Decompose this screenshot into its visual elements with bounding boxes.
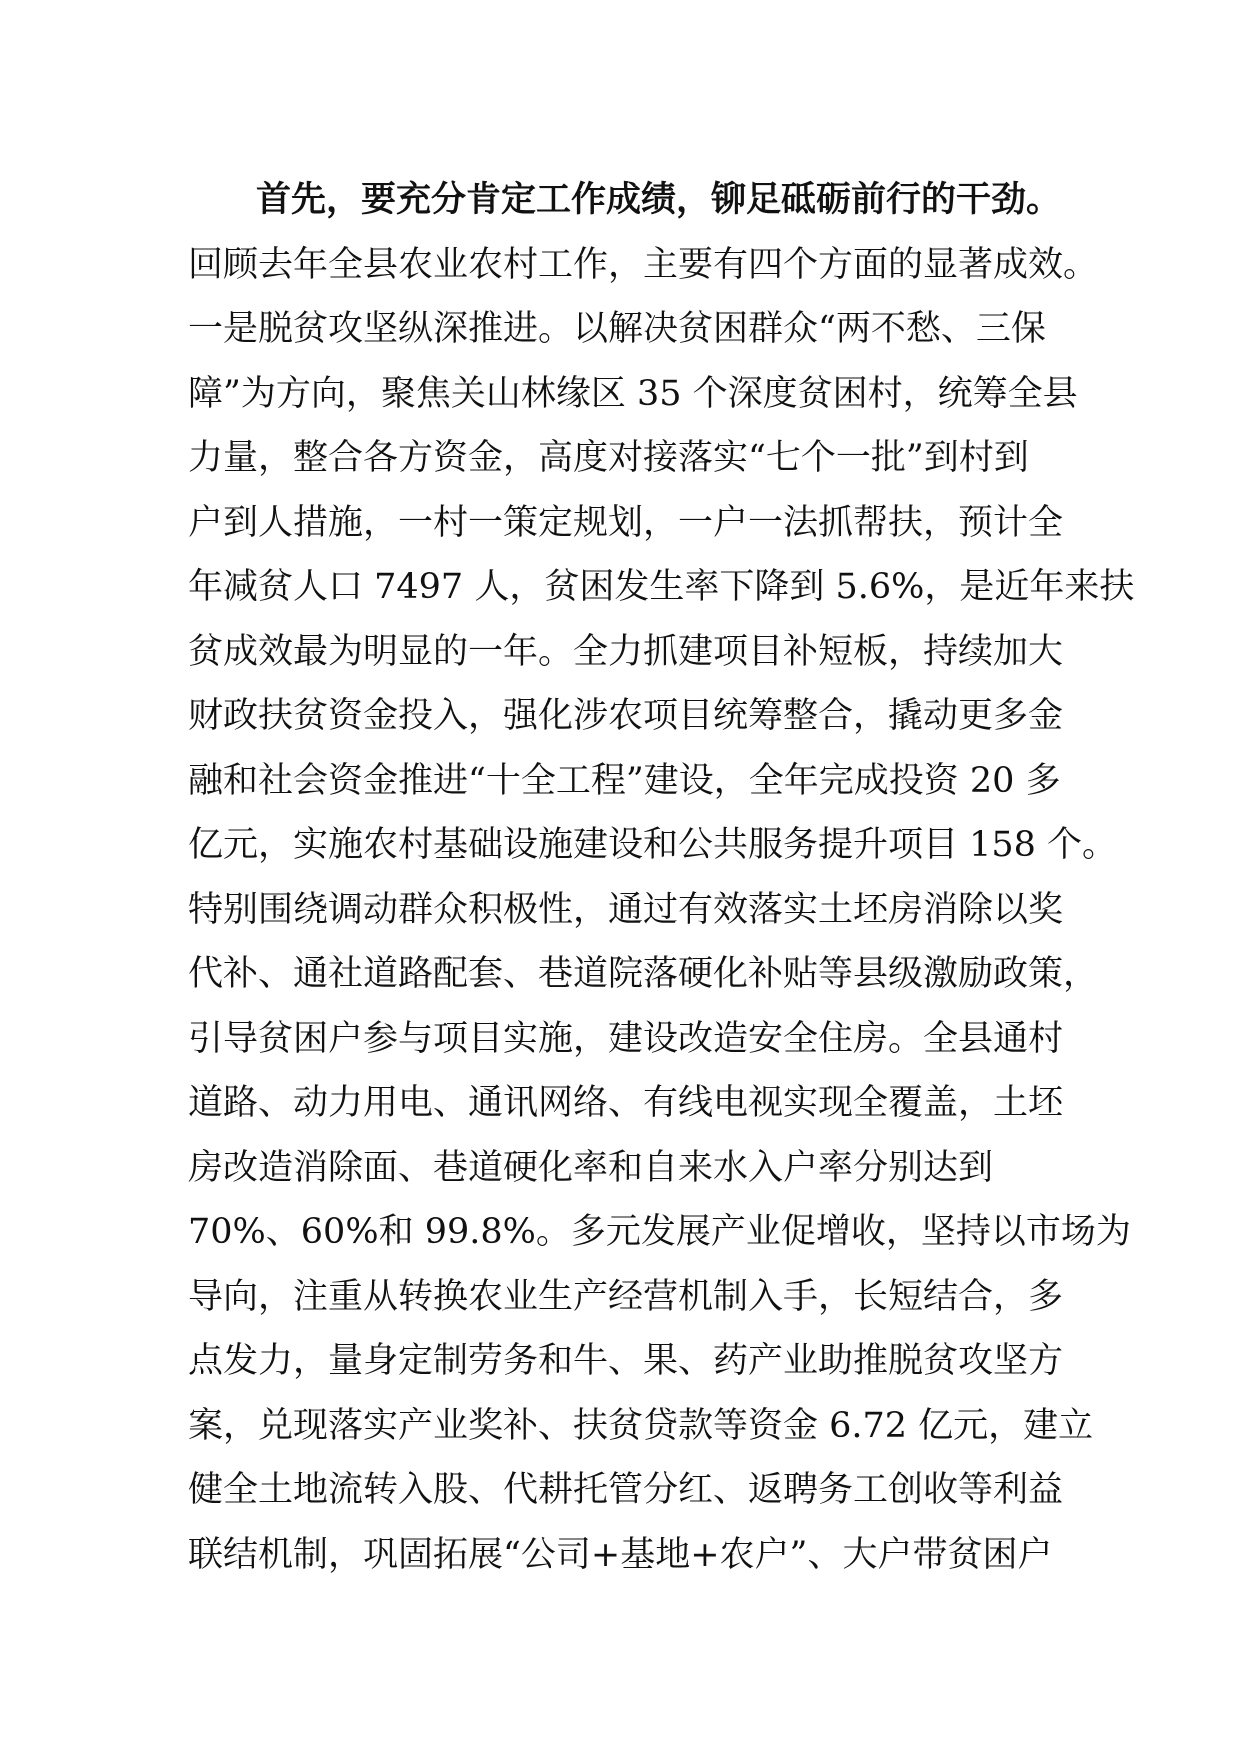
paragraph-line: 联结机制，巩固拓展“公司+基地+农户”、大户带贫困户 xyxy=(188,1534,1053,1575)
paragraph-line: 代补、通社道路配套、巷道院落硬化补贴等县级激励政策， xyxy=(188,954,1099,994)
paragraph-line: 融和社会资金推进“十全工程”建设，全年完成投资 20 多 xyxy=(188,760,1061,801)
paragraph-line: 财政扶贫资金投入，强化涉农项目统筹整合，撬动更多金 xyxy=(188,696,1064,736)
paragraph-line: 引导贫困户参与项目实施，建设改造安全住房。全县通村 xyxy=(188,1018,1064,1059)
paragraph-line: 房改造消除面、巷道硬化率和自来水入户率分别达到 xyxy=(188,1147,994,1188)
paragraph-line: 导向，注重从转换农业生产经营机制入手，长短结合，多 xyxy=(188,1276,1064,1317)
paragraph-line: 障”为方向，聚焦关山林缘区 35 个深度贫困村，统筹全县 xyxy=(188,373,1078,414)
paragraph-line: 70%、60%和 99.8%。多元发展产业促增收，坚持以市场为 xyxy=(188,1212,1131,1252)
paragraph-line: 年减贫人口 7497 人，贫困发生率下降到 5.6%，是近年来扶 xyxy=(188,567,1135,607)
paragraph-line: 一是脱贫攻坚纵深推进。以解决贫困群众“两不愁、三保 xyxy=(188,309,1046,349)
document-body xyxy=(188,168,1135,1587)
paragraph-line: 道路、动力用电、通讯网络、有线电视实现全覆盖，土坯 xyxy=(188,1083,1064,1123)
paragraph-line: 力量，整合各方资金，高度对接落实“七个一批”到村到 xyxy=(188,438,1029,478)
paragraph-line: 亿元，实施农村基础设施建设和公共服务提升项目 158 个。 xyxy=(188,825,1118,865)
section-heading: 首先，要充分肯定工作成绩，铆足砥砺前行的干劲。 xyxy=(256,179,1062,220)
paragraph-line: 户到人措施，一村一策定规划，一户一法抓帮扶，预计全 xyxy=(188,502,1064,543)
paragraph-line: 特别围绕调动群众积极性，通过有效落实土坯房消除以奖 xyxy=(188,889,1064,930)
paragraph-line: 健全土地流转入股、代耕托管分红、返聘务工创收等利益 xyxy=(188,1470,1064,1510)
paragraph-line: 回顾去年全县农业农村工作，主要有四个方面的显著成效。 xyxy=(188,244,1099,285)
paragraph-line: 贫成效最为明显的一年。全力抓建项目补短板，持续加大 xyxy=(188,631,1064,672)
paragraph-line: 点发力，量身定制劳务和牛、果、药产业助推脱贫攻坚方 xyxy=(188,1341,1064,1381)
paragraph-line: 案，兑现落实产业奖补、扶贫贷款等资金 6.72 亿元，建立 xyxy=(188,1405,1094,1446)
